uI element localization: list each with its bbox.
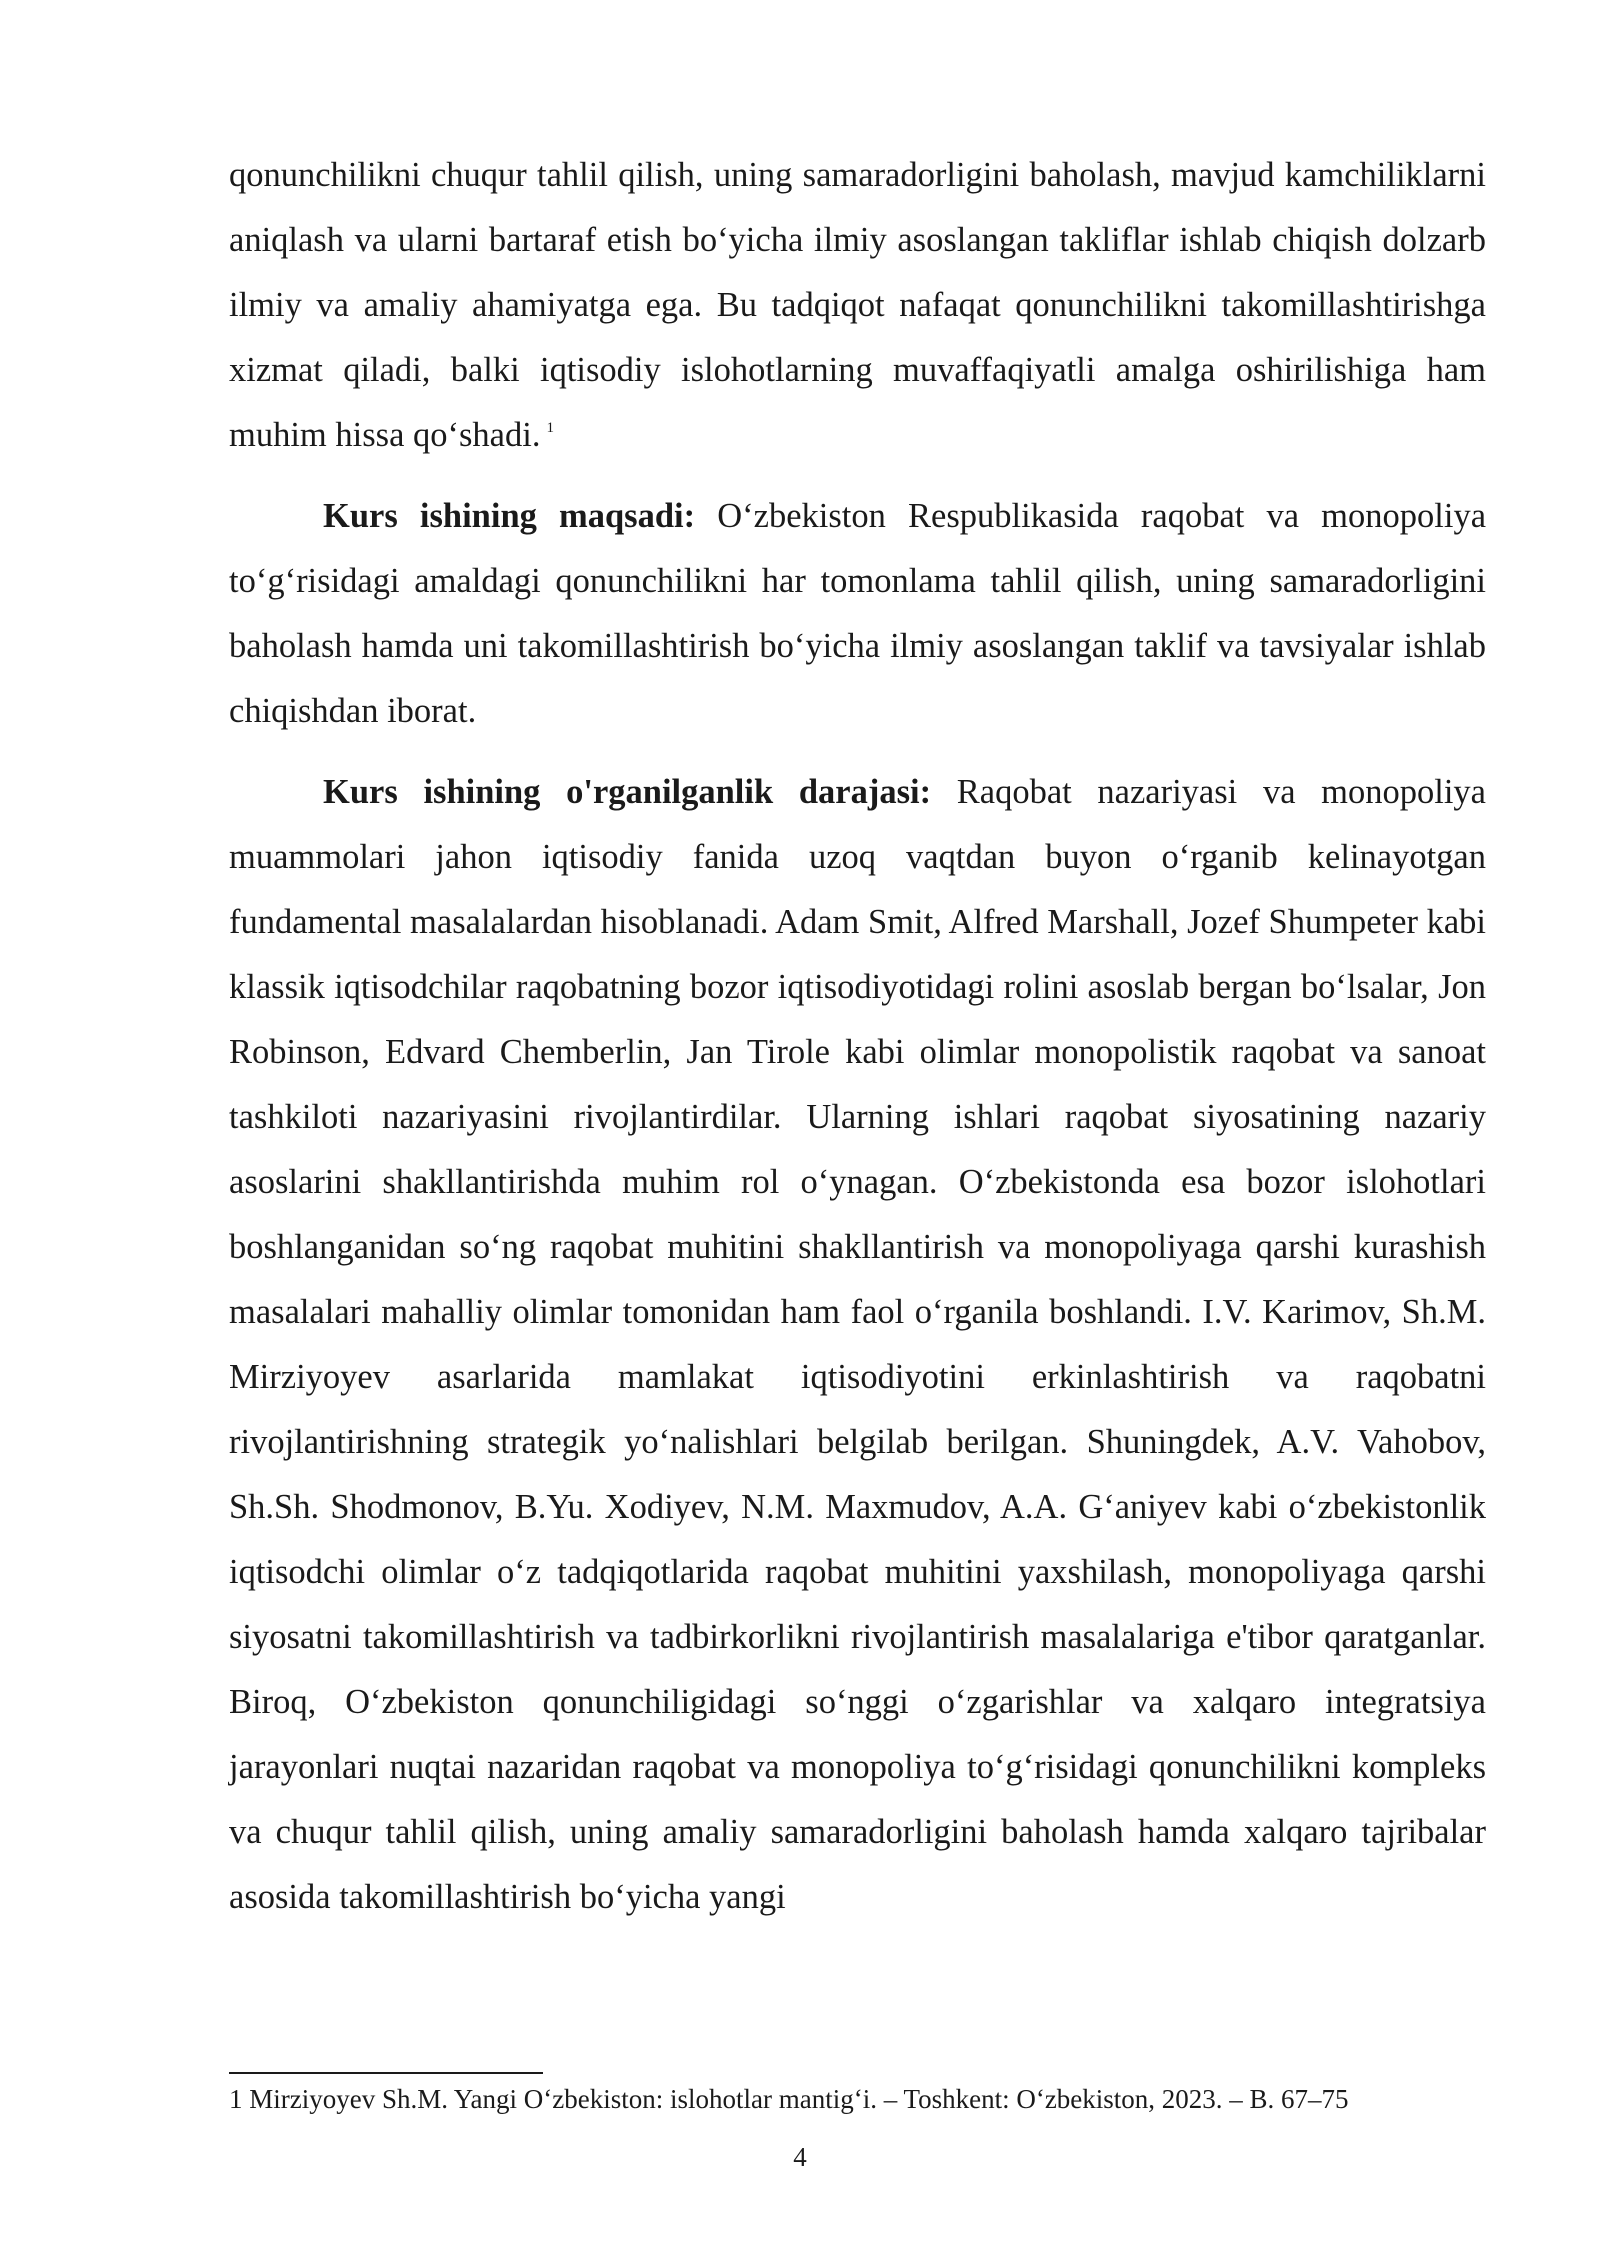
intro-paragraph	[229, 143, 1486, 468]
purpose-text: O‘zbekiston Respublikasida raqobat va monopoliya to‘g‘risidagi amaldagi qonunchilikni har tomonlama tahlil qilish, uning samaradorligini baholash hamda uni takomillashtirish bo‘yicha ilmiy asoslangan taklif va tavsiyalar ishlab chiqishdan iborat.	[229, 497, 1487, 730]
paragraph-spacer	[229, 744, 1486, 760]
study-degree-text: Raqobat nazariyasi va monopoliya muammolari jahon iqtisodiy fanida uzoq vaqtdan buyon o‘rganib kelinayotgan fundamental masalalardan hisoblanadi. Adam Smit, Alfred Marshall, Jozef Shumpeter kabi klassik iqtisodchilar raqobatning bozor iqtisodiyotidagi rolini asoslab bergan bo‘lsalar, Jon Robinson, Edvard Chemberlin, Jan Tirole kabi olimlar monopolistik raqobat va sanoat tashkiloti nazariyasini rivojlantirdilar. Ularning ishlari raqobat siyosatining nazariy asoslarini shakllantirishda muhim rol o‘ynagan. O‘zbekistonda esa bozor islohotlari boshlanganidan so‘ng raqobat muhitini shakllantirish va monopoliyaga qarshi kurashish masalalari mahalliy olimlar tomonidan ham faol o‘rganila boshlandi. I.V. Karimov, Sh.M. Mirziyoyev asarlarida mamlakat iqtisodiyotini erkinlashtirish va raqobatni rivojlantirishning strategik yo‘nalishlari belgilab berilgan. Shuningdek, A.V. Vahobov, Sh.Sh. Shodmonov, B.Yu. Xodiyev, N.M. Maxmudov, A.A. G‘aniyev kabi o‘zbekistonlik iqtisodchi olimlar o‘z tadqiqotlarida raqobat muhitini yaxshilash, monopoliyaga qarshi siyosatni takomillashtirish va tadbirkorlikni rivojlantirish masalalariga e'tibor qaratganlar. Biroq, O‘zbekiston qonunchiligidagi so‘nggi o‘zgarishlar va xalqaro integratsiya jarayonlari nuqtai nazaridan raqobat va monopoliya to‘g‘risidagi qonunchilikni kompleks va chuqur tahlil qilish, uning amaliy samaradorligini baholash hamda xalqaro tajribalar asosida takomillashtirish bo‘yicha yangi	[229, 773, 1487, 1916]
page-number: 4	[793, 2142, 807, 2172]
footnote-reference: 1	[546, 420, 554, 436]
purpose-paragraph	[229, 484, 1486, 744]
purpose-label: Kurs ishining maqsadi:	[323, 497, 696, 535]
paragraph-spacer	[229, 468, 1486, 484]
intro-paragraph-text: qonunchilikni chuqur tahlil qilish, uning samaradorligini baholash, mavjud kamchiliklarni aniqlash va ularni bartaraf etish bo‘yicha ilmiy asoslangan takliflar ishlab chiqish dolzarb ilmiy va amaliy ahamiyatga ega. Bu tadqiqot nafaqat qonunchilikni takomillashtirishga xizmat qiladi, balki iqtisodiy islohotlarning muvaffaqiyatli amalga oshirilishiga ham muhim hissa qo‘shadi.	[229, 156, 1486, 454]
footnote: 1 Mirziyoyev Sh.M. Yangi O‘zbekiston: islohotlar mantig‘i. – Toshkent: O‘zbekiston, 2023. – B. 67–75	[229, 2084, 1349, 2114]
study-degree-label: Kurs ishining o'rganilganlik darajasi:	[323, 773, 932, 811]
footnote-divider	[229, 2072, 543, 2074]
study-degree-paragraph	[229, 760, 1486, 1930]
body-text	[229, 143, 1486, 1930]
